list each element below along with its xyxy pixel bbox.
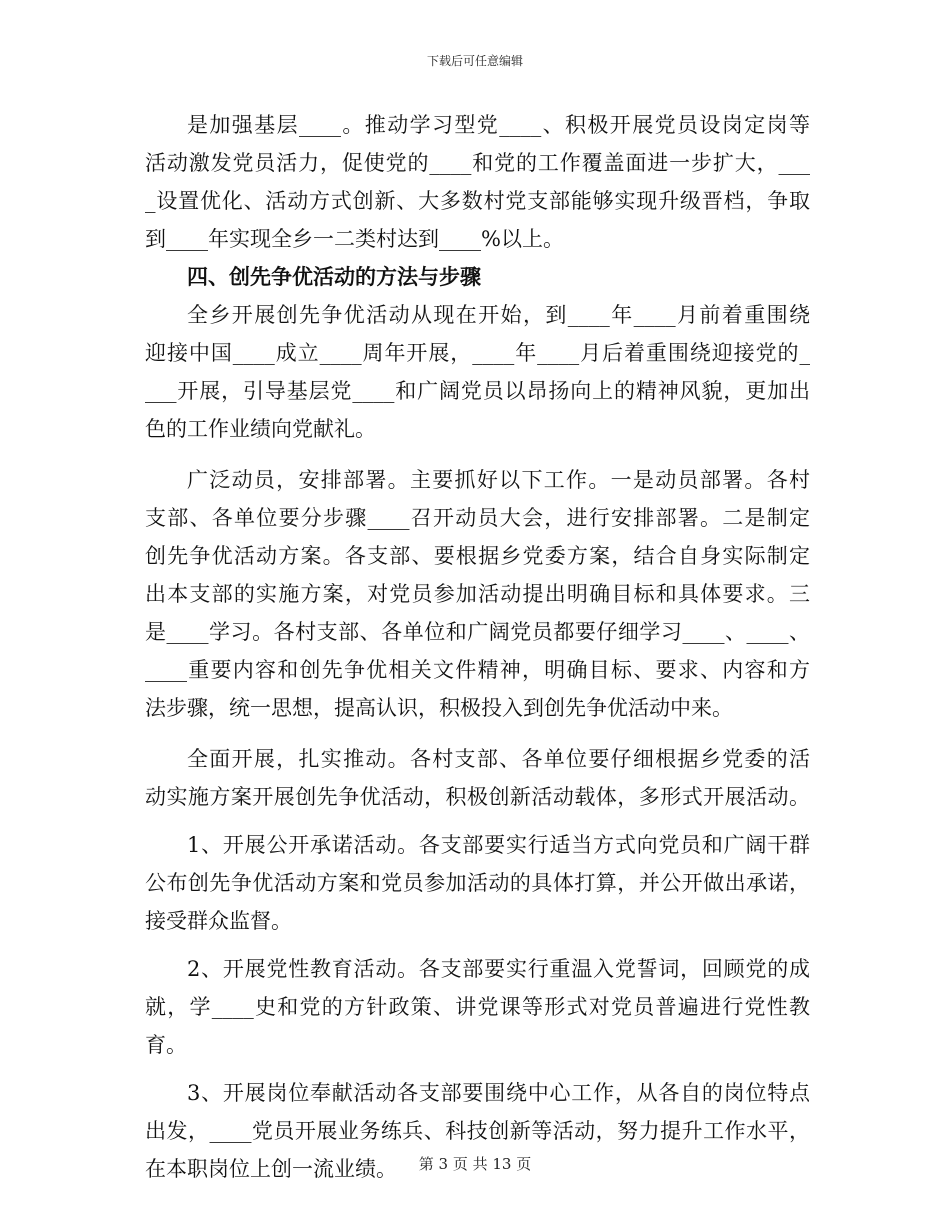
text-line: 出本支部的实施方案，对党员参加活动提出明确目标和具体要求。三 <box>145 582 810 606</box>
paragraph-implementation <box>145 740 810 816</box>
text-line: 创先争优活动方案。各支部、要根据乡党委方案，结合自身实际制定 <box>145 544 810 568</box>
text-line: 接受群众监督。 <box>145 909 292 933</box>
text-line: 2、开展党性教育活动。各支部要实行重温入党誓词，回顾党的成 <box>187 957 810 981</box>
text-line: 育。 <box>145 1033 187 1057</box>
text-line: 公布创先争优活动方案和党员参加活动的具体打算，并公开做出承诺， <box>145 871 810 895</box>
text-line: 出发，____党员开展业务练兵、科技创新等活动，努力提升工作水平， <box>145 1119 810 1143</box>
text-line: 动实施方案开展创先争优活动，积极创新活动载体，多形式开展活动。 <box>145 785 810 809</box>
text-line: 全面开展，扎实推动。各村支部、各单位要仔细根据乡党委的活 <box>187 747 810 771</box>
list-item <box>145 826 810 940</box>
paragraph-goals <box>145 106 810 258</box>
document-body <box>145 106 810 1188</box>
text-line: 色的工作业绩向党献礼。 <box>145 417 376 441</box>
paragraph-overview <box>145 296 810 448</box>
text-line: ___开展，引导基层党____和广阔党员以昂扬向上的精神风貌，更加出 <box>145 379 810 403</box>
page-header: 下载后可任意编辑 <box>426 54 523 68</box>
text-line: 到____年实现全乡一二类村达到____%以上。 <box>145 227 564 251</box>
text-line: 迎接中国____成立____周年开展，____年____月后着重围绕迎接党的_ <box>145 341 810 365</box>
text-line: 在本职岗位上创一流业绩。 <box>145 1157 397 1181</box>
list-item <box>145 950 810 1064</box>
text-line: 3、开展岗位奉献活动各支部要围绕中心工作，从各自的岗位特点 <box>187 1081 810 1105</box>
text-line: 全乡开展创先争优活动从现在开始，到____年____月前着重围绕 <box>187 303 810 327</box>
paragraph-mobilization <box>145 461 810 727</box>
text-line: 法步骤，统一思想，提高认识，积极投入到创先争优活动中来。 <box>145 696 733 720</box>
text-line: 是____学习。各村支部、各单位和广阔党员都要仔细学习____、____、 <box>145 620 810 644</box>
text-line: _设置优化、活动方式创新、大多数村党支部能够实现升级晋档，争取 <box>145 189 810 213</box>
page-footer: 第 3 页 共 13 页 <box>418 1155 532 1173</box>
text-line: 就，学____史和党的方针政策、讲党课等形式对党员普遍进行党性教 <box>145 995 810 1019</box>
text-line: 活动激发党员活力，促使党的____和党的工作覆盖面进一步扩大，___ <box>145 151 810 175</box>
text-line: 1、开展公开承诺活动。各支部要实行适当方式向党员和广阔干群 <box>187 833 810 857</box>
text-line: 是加强基层____。推动学习型党____、积极开展党员设岗定岗等 <box>187 113 810 137</box>
text-line: ____重要内容和创先争优相关文件精神，明确目标、要求、内容和方 <box>145 658 810 682</box>
text-line: 支部、各单位要分步骤____召开动员大会，进行安排部署。二是制定 <box>145 506 810 530</box>
section-heading: 四、创先争优活动的方法与步骤 <box>187 264 481 289</box>
text-line: 广泛动员，安排部署。主要抓好以下工作。一是动员部署。各村 <box>187 468 810 492</box>
